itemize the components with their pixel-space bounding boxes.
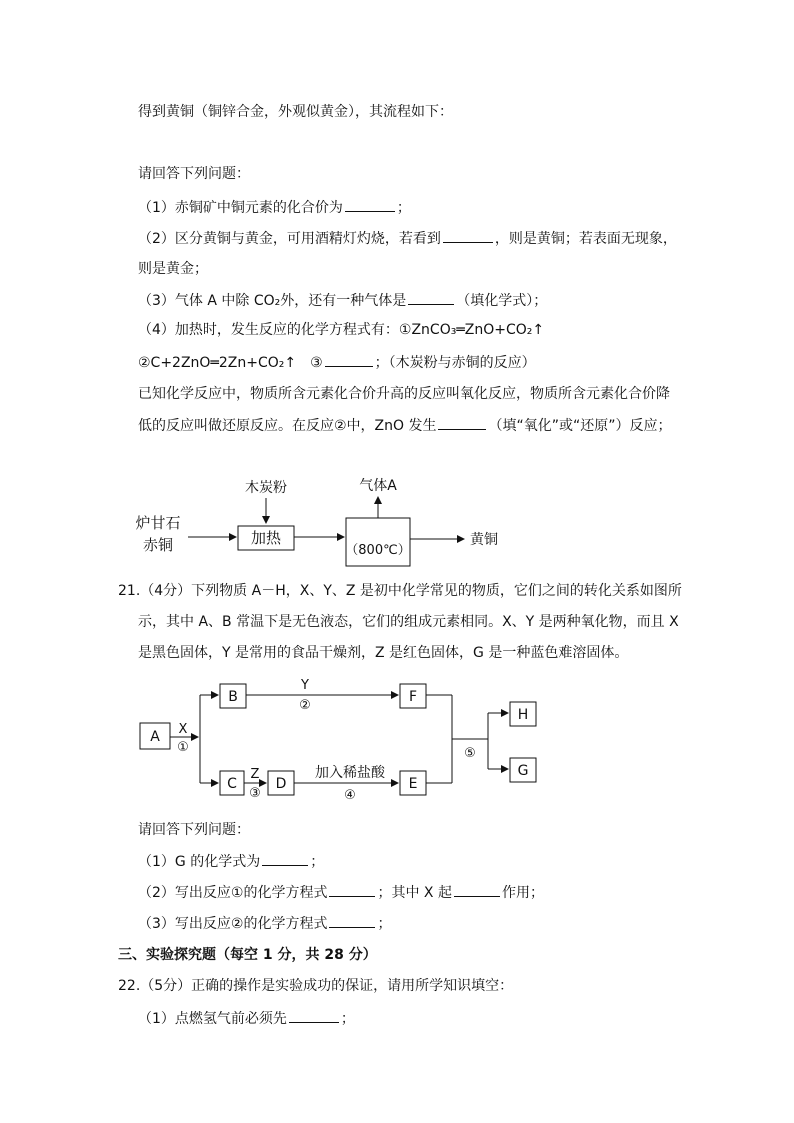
question-21-2-text: （2）写出反应①的化学方程式 [138, 885, 328, 901]
answer-blank[interactable] [329, 913, 375, 928]
reagent-y-label: Y [301, 678, 309, 693]
node-d-label: D [275, 776, 287, 792]
node-h-label: H [517, 707, 529, 723]
reaction-1-label: ① [177, 740, 189, 755]
question-4: （4）加热时，发生反应的化学方程式有：①ZnCO₃═ZnO+CO₂↑ [138, 322, 545, 338]
node-a-label: A [150, 729, 160, 745]
reaction-4-label: ④ [344, 788, 356, 803]
question-22-1-tail: ； [340, 1011, 355, 1027]
transformation-diagram [130, 675, 550, 805]
reagent-x-label: X [178, 722, 188, 737]
problem-21-line-1: 21.（4分）下列物质 A－H，X、Y、Z 是初中化学常见的物质，它们之间的转化关系如图所 [118, 583, 682, 599]
question-4-equations [138, 352, 536, 373]
answer-blank[interactable] [325, 352, 373, 367]
ore-label-2: 赤铜 [142, 536, 174, 554]
node-f-label: F [408, 689, 418, 705]
question-3-text: （3）气体 A 中除 CO₂外，还有一种气体是 [138, 293, 407, 309]
question-2-text: （2）区分黄铜与黄金，可用酒精灯灼烧，若看到 [138, 231, 441, 247]
question-4-eq2: ②C+2ZnO═2Zn+CO₂↑ ③ [138, 355, 323, 371]
intro-text: 得到黄铜（铜锌合金，外观似黄金），其流程如下： [138, 104, 453, 120]
acid-label: 加入稀盐酸 [315, 765, 385, 781]
answer-blank[interactable] [454, 882, 500, 897]
problem-21-line-3: 是黑色固体，Y 是常用的食品干燥剂，Z 是红色固体，G 是一种蓝色难溶固体。 [138, 645, 629, 661]
question-3 [138, 290, 547, 311]
node-e-label: E [408, 776, 418, 792]
reaction-5-label: ⑤ [464, 746, 476, 761]
question-2 [138, 228, 677, 249]
question-21-3 [138, 913, 391, 934]
question-22-1-text: （1）点燃氢气前必须先 [138, 1011, 287, 1027]
node-c-label: C [227, 776, 237, 792]
gas-label: 气体A [359, 478, 397, 494]
question-1-text: （1）赤铜矿中铜元素的化合价为 [138, 200, 343, 216]
question-21-3-text: （3）写出反应②的化学方程式 [138, 916, 328, 932]
reagent-z-label: Z [250, 767, 260, 782]
answer-blank[interactable] [289, 1008, 339, 1023]
question-2-continued: 则是黄金； [138, 261, 208, 277]
charcoal-label: 木炭粉 [245, 480, 287, 496]
product-label: 黄铜 [470, 532, 498, 548]
question-21-2-tail: 作用； [501, 885, 544, 901]
question-3-tail: （填化学式）； [456, 293, 548, 309]
redox-text-2 [138, 415, 672, 436]
question-21-3-tail: ； [377, 916, 392, 932]
question-2-tail: ，则是黄铜；若表面无现象， [494, 231, 677, 247]
section-3-heading: 三、实验探究题（每空 1 分，共 28 分） [118, 947, 377, 963]
question-21-2-mid: ；其中 X 起 [377, 885, 452, 901]
question-21-2 [138, 882, 544, 903]
question-21-1-text: （1）G 的化学式为 [138, 854, 261, 870]
answer-blank[interactable] [443, 228, 493, 243]
problem-21-line-2: 示，其中 A、B 常温下是无色液态，它们的组成元素相同。X、Y 是两种氧化物，而且 X [138, 614, 679, 630]
reaction-2-label: ② [299, 698, 311, 713]
redox-text-2a: 低的反应叫做还原反应。在反应②中，ZnO 发生 [138, 418, 437, 434]
question-21-1-tail: ； [310, 854, 325, 870]
question-22-1 [138, 1008, 355, 1029]
question-4-note: ；（木炭粉与赤铜的反应） [374, 355, 536, 371]
answer-blank[interactable] [329, 882, 375, 897]
ore-label-1: 炉甘石 [135, 514, 181, 532]
answer-blank[interactable] [345, 197, 395, 212]
answer-blank[interactable] [438, 415, 486, 430]
problem-22-line-1: 22.（5分）正确的操作是实验成功的保证，请用所学知识填空： [118, 978, 514, 994]
temperature-label: （800℃） [345, 543, 411, 558]
answer-blank[interactable] [262, 851, 308, 866]
brass-process-flowchart [130, 470, 530, 580]
node-b-label: B [228, 689, 238, 705]
reaction-3-label: ③ [249, 786, 261, 801]
question-1 [138, 197, 411, 218]
question-21-1 [138, 851, 324, 872]
please-answer-text-21: 请回答下列问题： [138, 822, 250, 838]
question-1-tail: ； [396, 200, 411, 216]
redox-text-1: 已知化学反应中，物质所含元素化合价升高的反应叫氧化反应，物质所含元素化合价降 [138, 386, 670, 402]
redox-text-2b: （填“氧化”或“还原”）反应； [488, 418, 672, 434]
furnace-box [346, 518, 410, 566]
answer-blank[interactable] [408, 290, 454, 305]
please-answer-text: 请回答下列问题： [138, 166, 250, 182]
node-g-label: G [517, 763, 529, 779]
heat-label: 加热 [250, 529, 282, 547]
